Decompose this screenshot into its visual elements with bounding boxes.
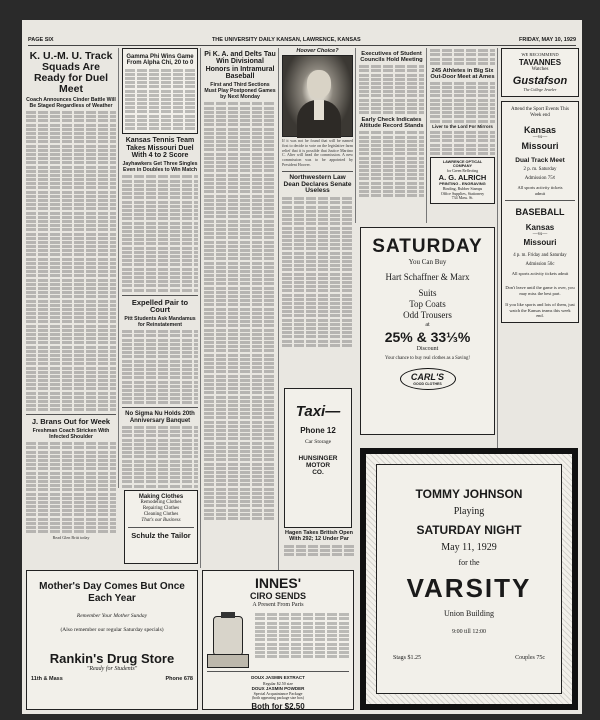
mothers-day-note: (Also remember our regular Saturday specials) (60, 627, 164, 633)
alrich-services: Office Supplies, Stationery (440, 190, 485, 196)
sport-vs: —vs— (532, 232, 548, 237)
carls-store: CARL'S (410, 371, 445, 382)
photo-caption: If it was not he found that will be named first to decide to vote on the legislative farm relief that it is possible that Justice Martino C. Alter will head the commission. A new commission was to be appointed by President Hoover. (282, 138, 353, 167)
varsity-couples: Couples 75c (515, 655, 545, 661)
sport-event: Dual Track Meet (515, 157, 565, 164)
varsity-prices (383, 655, 555, 661)
schulz-name: Schulz the Tailor (131, 531, 191, 540)
varsity-name: VARSITY (406, 573, 532, 603)
column-6 (430, 48, 495, 220)
column-7 (501, 48, 579, 448)
gustafson-watches: Watches (531, 67, 549, 72)
column-3 (204, 48, 276, 568)
schulz-line: That's our Business (141, 518, 181, 523)
photo-title: Hoover Choice? (296, 48, 339, 54)
carls-at: at (425, 322, 430, 328)
headline-hagen: Hagen Takes British Open With 292; 12 Under Par (284, 530, 354, 542)
ad-sport-events (501, 101, 579, 323)
column-rule (200, 48, 201, 568)
newspaper-page (22, 20, 582, 714)
hagen-story (284, 530, 354, 564)
carls-discount: 25% & 33⅓% (384, 329, 471, 345)
rankin-address: 11th & Mass (31, 676, 63, 682)
carls-logo-oval (400, 368, 456, 390)
innes-name: INNES' (254, 575, 302, 591)
sport-team: Kansas (525, 223, 555, 232)
sport-team: Missouri (523, 238, 557, 247)
story-body (26, 111, 116, 411)
headline-brans: J. Brans Out for Week (31, 417, 111, 427)
column-2 (122, 48, 198, 488)
story-body (26, 442, 116, 533)
story-body (122, 175, 198, 291)
subhead-tennis: Jayhawkers Get Three Singles Even in Doubles to Win Match (122, 161, 198, 174)
carls-item: Odd Trousers (403, 310, 452, 320)
powder-box-icon (207, 654, 249, 668)
subhead-brans: Freshman Coach Stricken With Infected Shoulder (32, 428, 110, 441)
innes-title: CIRO SENDS (249, 591, 306, 601)
varsity-stags: Stags $1.25 (393, 655, 422, 661)
column-4 (282, 48, 353, 388)
ad-taxi (284, 388, 352, 528)
story-body (255, 612, 349, 668)
perfume-cap-icon (221, 612, 235, 618)
column-rule (118, 48, 119, 488)
rankin-slogan: "Ready for Students" (86, 666, 138, 672)
rankin-name: Rankin's Drug Store (49, 651, 175, 666)
varsity-band: TOMMY JOHNSON (415, 487, 523, 501)
headline-track-meet: K. U.-M. U. Track Squads Are Ready for Duel Meet (29, 50, 113, 96)
gustafson-recommend: WE RECOMMEND (521, 52, 559, 57)
story-body (204, 102, 276, 520)
ad-gustafson (501, 48, 579, 97)
innes-body (207, 612, 349, 668)
story-body (359, 131, 424, 197)
innes-price: Both for $2.50 (251, 701, 305, 711)
varsity-inner (376, 464, 562, 694)
alrich-services: Binding, Rubber Stamps (442, 186, 483, 191)
headline-tennis: Kansas Tennis Team Takes Missouri Duel With 4 to 2 Score (125, 137, 195, 160)
sport-event: BASEBALL (515, 207, 565, 217)
headline-law-dean: Northwestern Law Dean Declares Senate Useless (283, 173, 352, 195)
page-number: PAGE SIX (28, 36, 54, 43)
varsity-venue: Union Building (443, 609, 494, 618)
schulz-line: Repairing Clothes (142, 506, 180, 511)
ad-alrich (430, 157, 495, 204)
sport-team: Missouri (521, 141, 559, 151)
ad-innes-ciro (202, 570, 354, 710)
gustafson-name: Gustafson (512, 75, 568, 87)
headline-intramural: Pi K. A. and Delts Tau Win Divisional Honors in Intramural Baseball (204, 51, 276, 81)
col1-footer: Read Glen Britt today (52, 535, 90, 541)
column-rule (355, 48, 356, 223)
taxi-company: CO. (312, 469, 324, 476)
sport-tickets: All sports activity tickets (517, 185, 563, 190)
story-body (282, 197, 353, 347)
varsity-date: May 11, 1929 (441, 542, 497, 553)
varsity-time: 9:00 till 12:00 (451, 629, 486, 635)
story-body (430, 131, 495, 155)
subhead-track-meet: Coach Announces Cinder Battle Will Be Staged Regardless of Weather (26, 97, 116, 110)
varsity-night: SATURDAY NIGHT (416, 523, 522, 537)
sport-time: 2 p. m. Saturday (523, 167, 557, 172)
alrich-address: 734 Mass. St. (451, 195, 474, 201)
ad-rankins-drug-store (26, 570, 198, 710)
headline-expelled: Expelled Pair to Court (131, 297, 189, 315)
perfume-bottle-icon (213, 616, 243, 656)
headline-councils: Executives of Student Councils Hold Meeting (360, 51, 423, 64)
rankin-contact (31, 676, 193, 682)
portrait-face (307, 70, 331, 98)
gustafson-brand: TAVANNES (518, 58, 562, 67)
running-head (28, 34, 576, 46)
alrich-name: A. G. ALRICH (438, 173, 487, 183)
sport-note: Don't leave until the game is over, you may miss the best part. (505, 285, 575, 296)
taxi-company: HUNSINGER (298, 455, 338, 462)
mothers-day-title: Mother's Day Comes But Once Each Year (39, 581, 185, 604)
sport-attend: Attend the Sport Events This Week end (511, 107, 569, 118)
mirror-headline: Liver to the Lord For Mirrors (432, 123, 493, 129)
innes-subtitle: A Present From Paris (252, 602, 304, 608)
innes-product-note: Special Acquaintance Package (253, 691, 303, 696)
schulz-line: Making Clothes (138, 494, 184, 500)
sport-tickets: admit (534, 191, 546, 196)
subhead-intramural: First and Third Sections Must Play Postponed Games by Next Monday (204, 82, 276, 101)
carls-title: SATURDAY (372, 236, 483, 257)
headline-big-six: 245 Athletes in Big Six Out-Door Meet at Ames (430, 67, 495, 80)
carls-logo (365, 368, 490, 390)
story-body (430, 82, 495, 123)
perfume-illustration (207, 612, 251, 668)
column-rule (278, 48, 279, 593)
carls-item: Suits (418, 288, 437, 298)
sport-vs: —vs— (532, 135, 548, 140)
portrait-photo (282, 55, 353, 137)
subhead-expelled: Pitt Students Ask Mandamus for Reinstatement (124, 316, 196, 329)
headline-sigma-nu: No Sigma Nu Holds 20th Anniversary Banquet (125, 411, 195, 424)
carls-sub: You Can Buy (408, 258, 447, 266)
column-1 (26, 48, 116, 588)
innes-product-price: Regular $2.50 size (263, 680, 293, 686)
carls-item: Top Coats (409, 299, 446, 309)
innes-product-note: (both appearing package size box) (251, 696, 305, 700)
innes-product: DOUX JASMIN POWDER (251, 685, 305, 691)
taxi-phone: Phone 12 (300, 426, 336, 435)
alrich-subtitle: for Green Reflecting (446, 168, 479, 173)
portrait-shirt (314, 100, 324, 120)
story-body (122, 330, 198, 404)
innes-product: DOUX JASMIN EXTRACT (251, 675, 305, 680)
ad-carls-clothes (360, 227, 495, 435)
sport-time: 4 p. m. Friday and Saturday (513, 253, 567, 258)
schulz-line: Cleaning Clothes (143, 512, 179, 517)
column-5 (359, 48, 424, 220)
mothers-day-sub: Remember Your Mother Sunday (76, 613, 148, 619)
sport-admission: Admission 75¢ (524, 176, 556, 181)
story-body (430, 49, 495, 65)
alrich-services: PRINTING - ENGRAVING (439, 181, 486, 187)
taxi-title: Taxi— (295, 403, 341, 420)
taxi-storage: Car Storage (304, 439, 332, 445)
sport-team: Kansas (523, 125, 557, 135)
headline-altitude: Early Check Indicates Altitude Record Stands (359, 117, 424, 130)
ad-varsity-dance (360, 448, 578, 710)
story-body (359, 65, 424, 114)
sport-note: If you like sports and lots of them, just watch the Kansas teams this week end. (505, 302, 575, 318)
varsity-for: for the (458, 558, 480, 567)
sport-tickets: All sports activity tickets admit (511, 271, 569, 276)
carls-note: Your chance to buy real clothes as a Saving! (384, 356, 471, 361)
ad-schulz-tailor (124, 490, 198, 564)
varsity-playing: Playing (453, 506, 485, 517)
headline-gamma-phi: Gamma Phi Wins Game From Alpha Chi, 20 to 0 (126, 54, 194, 67)
paper-title: THE UNIVERSITY DAILY KANSAN, LAWRENCE, KANSAS (211, 36, 361, 43)
schulz-line: Remodeling Clothes (140, 500, 182, 505)
gustafson-sub: The College Jeweler (523, 87, 557, 92)
issue-date: FRIDAY, MAY 10, 1929 (519, 36, 576, 43)
story-body (122, 426, 198, 488)
rankin-phone: Phone 678 (165, 676, 193, 682)
carls-store-sub: GOOD CLOTHES (413, 381, 442, 386)
carls-discount-label: Discount (416, 346, 439, 352)
column-rule (426, 48, 427, 223)
taxi-company: MOTOR (305, 462, 331, 469)
carls-brand: Hart Schaffner & Marx (385, 272, 470, 282)
alrich-company: LAWRENCE OPTICAL COMPANY (442, 159, 483, 169)
gamma-phi-box (122, 48, 198, 134)
sport-admission: Admission 50c (525, 262, 555, 267)
